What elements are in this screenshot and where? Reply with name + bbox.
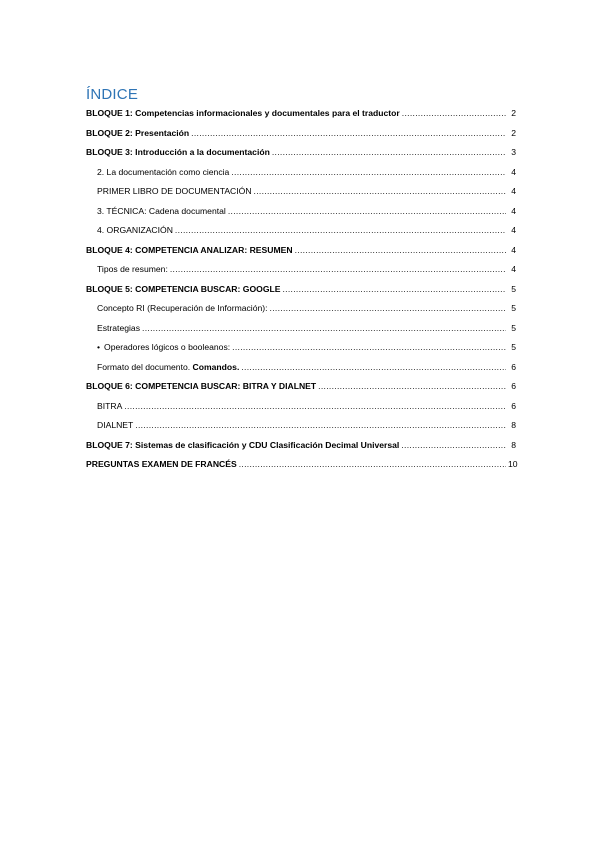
toc-entry-text (86, 143, 270, 163)
toc-entry-text (97, 358, 239, 378)
dot-leader (232, 338, 506, 358)
toc-entry-text (86, 280, 280, 300)
toc-page-number: 6 (511, 361, 516, 372)
toc-entry-label: 2. La documentación como ciencia (97, 166, 230, 177)
toc-entry-label: Estrategias (97, 322, 140, 333)
dot-leader (318, 377, 506, 397)
toc-entry[interactable] (86, 124, 516, 144)
toc-entry-text (97, 299, 268, 319)
toc-entry-text (97, 416, 133, 436)
toc-entry-label: Formato del documento. (97, 361, 191, 372)
toc-page-number: 4 (511, 225, 516, 235)
dot-leader (272, 143, 506, 163)
toc-page-number: 4 (511, 186, 516, 196)
toc-page-number: 4 (511, 166, 516, 177)
toc-page-number: 5 (511, 322, 516, 333)
toc-entry[interactable] (86, 455, 516, 475)
toc-page-number: 4 (511, 244, 516, 255)
dot-leader (402, 104, 506, 124)
toc-page-number: 5 (511, 283, 516, 294)
toc-entry[interactable] (86, 143, 516, 163)
toc-entry[interactable] (86, 299, 516, 319)
toc-entry-text (97, 202, 226, 222)
toc-entry-label: BLOQUE 1: Competencias informacionales y documentales para el traductor (86, 108, 400, 118)
toc-entry-text (86, 124, 189, 144)
toc-entry-label: BLOQUE 4: COMPETENCIA ANALIZAR: RESUMEN (86, 244, 293, 255)
toc-title: ÍNDICE (86, 86, 139, 103)
toc-entry-label: BITRA (97, 400, 123, 411)
toc-entry-label: DIALNET (97, 420, 134, 430)
toc-entry-text (97, 182, 252, 202)
toc-entry[interactable] (86, 416, 516, 436)
dot-leader (135, 416, 506, 436)
toc-entry-label: BLOQUE 6: COMPETENCIA BUSCAR: BITRA Y DIALNET (86, 381, 317, 391)
dot-leader (175, 221, 506, 241)
toc-page-number: 5 (511, 342, 516, 352)
toc-entry-label: BLOQUE 7: Sistemas de clasificación y CDU Clasificación Decimal Universal (86, 439, 400, 450)
toc-page-number: 4 (511, 264, 516, 274)
toc-entry[interactable] (86, 397, 516, 417)
toc-entry[interactable] (86, 358, 516, 378)
toc-entry-label: BLOQUE 5: COMPETENCIA BUSCAR: GOOGLE (86, 283, 281, 294)
toc-entry[interactable] (86, 104, 516, 124)
toc-page-number: 2 (511, 127, 516, 138)
toc-entry-label-bold: Comandos. (192, 361, 240, 372)
bullet-icon: • (97, 342, 101, 352)
toc-entry[interactable] (86, 377, 516, 397)
toc-entry-label: BLOQUE 2: Presentación (86, 127, 190, 138)
dot-leader (282, 280, 506, 300)
toc-entry[interactable] (86, 221, 516, 241)
dot-leader (295, 241, 506, 261)
toc-entry[interactable] (86, 260, 516, 280)
toc-entry-text (86, 455, 237, 475)
table-of-contents (86, 104, 516, 475)
dot-leader (401, 436, 506, 456)
toc-page-number: 8 (511, 420, 516, 430)
toc-entry-text (97, 338, 230, 358)
dot-leader (254, 182, 506, 202)
toc-entry-text (86, 377, 316, 397)
toc-entry-text (86, 241, 293, 261)
toc-entry[interactable] (86, 436, 516, 456)
toc-entry[interactable] (86, 202, 516, 222)
toc-entry-label: 3. TÉCNICA: Cadena documental (97, 205, 226, 216)
dot-leader (191, 124, 506, 144)
toc-entry[interactable] (86, 319, 516, 339)
toc-entry-text (97, 221, 173, 241)
toc-page-number: 4 (511, 205, 516, 216)
toc-entry-text (86, 104, 400, 124)
dot-leader (170, 260, 506, 280)
toc-entry-text (97, 163, 229, 183)
toc-page-number: 8 (511, 439, 516, 450)
dot-leader (124, 397, 506, 417)
toc-entry-label: Operadores lógicos o booleanos: (104, 342, 231, 352)
toc-entry[interactable] (86, 163, 516, 183)
dot-leader (270, 299, 506, 319)
toc-entry-label: Concepto RI (Recuperación de Información): (97, 303, 268, 313)
toc-entry-label: BLOQUE 3: Introducción a la documentación (86, 147, 270, 157)
toc-entry[interactable] (86, 241, 516, 261)
toc-entry-text (97, 397, 122, 417)
toc-page-number: 10 (508, 459, 518, 469)
toc-entry-text (97, 319, 140, 339)
toc-entry-label: 4. ORGANIZACIÓN (97, 225, 173, 235)
toc-entry-text (86, 436, 399, 456)
toc-page-number: 6 (511, 381, 516, 391)
toc-entry[interactable] (86, 280, 516, 300)
toc-page-number: 3 (511, 147, 516, 157)
toc-entry-label: PREGUNTAS EXAMEN DE FRANCÉS (86, 459, 237, 469)
dot-leader (241, 358, 506, 378)
toc-page-number: 5 (511, 303, 516, 313)
dot-leader (142, 319, 506, 339)
toc-entry-text (97, 260, 168, 280)
toc-entry-label: Tipos de resumen: (97, 264, 168, 274)
dot-leader (228, 202, 506, 222)
toc-page-number: 2 (511, 108, 516, 118)
toc-page-number: 6 (511, 400, 516, 411)
dot-leader (239, 455, 506, 475)
dot-leader (231, 163, 506, 183)
toc-entry-label: PRIMER LIBRO DE DOCUMENTACIÓN (97, 186, 252, 196)
toc-entry[interactable] (86, 182, 516, 202)
toc-entry[interactable] (86, 338, 516, 358)
